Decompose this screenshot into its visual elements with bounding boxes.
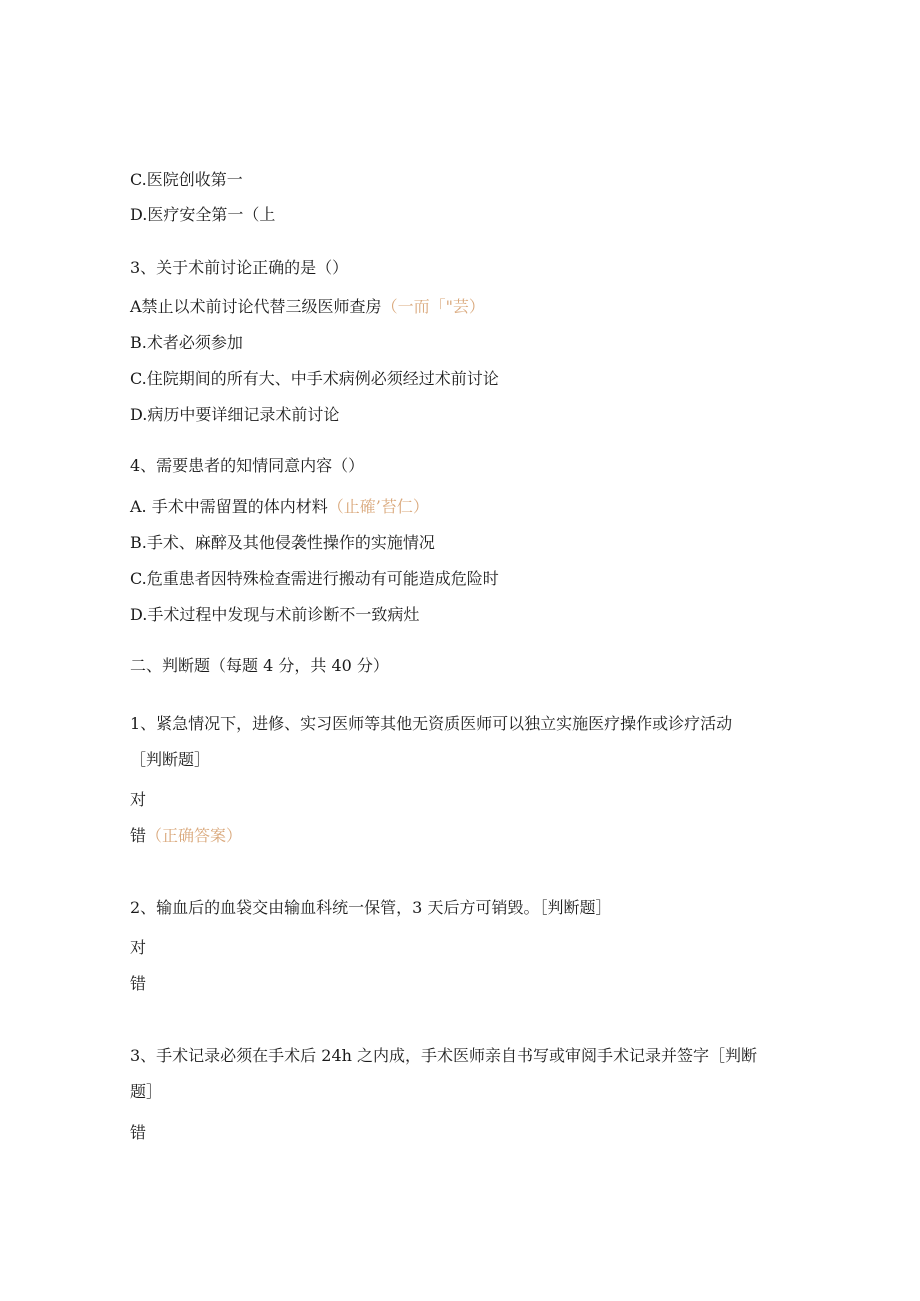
tf1-option-false-text: 错 xyxy=(130,826,147,845)
tf1-stem-line1: 1、紧急情况下，进修、实习医师等其他无资质医师可以独立实施医疗操作或诊疗活动 xyxy=(130,714,733,733)
q3-option-d: D.病历中要详细记录术前讨论 xyxy=(130,405,340,424)
tf2-stem: 2、输血后的血袋交由输血科统一保管，3 天后方可销毁。［判断题］ xyxy=(130,898,612,917)
tf2-option-false: 错 xyxy=(130,974,147,993)
tf1-stem-line2: ［判断题］ xyxy=(130,750,211,769)
q4-stem: 4、需要患者的知情同意内容（） xyxy=(130,456,365,475)
q3-stem: 3、关于术前讨论正确的是（） xyxy=(130,258,349,277)
tf1-answer-mark: （正确答案） xyxy=(146,826,243,845)
tf3-option-false: 错 xyxy=(130,1123,147,1142)
q3-option-a-answer-mark: （一而「"芸） xyxy=(381,297,485,316)
q2-option-d: D.医疗安全第一（上 xyxy=(130,205,276,224)
tf2-option-true: 对 xyxy=(130,938,147,957)
q4-option-a xyxy=(130,497,429,517)
q3-option-a-text: A禁止以术前讨论代替三级医师查房 xyxy=(130,297,382,316)
tf3-stem-line1: 3、手术记录必须在手术后 24h 之内成，手术医师亲自书写或审阅手术记录并签字［判断 xyxy=(130,1046,758,1065)
tf1-option-true: 对 xyxy=(130,790,147,809)
q4-option-a-answer-mark: （止確’苔仁） xyxy=(327,497,429,516)
q3-option-a xyxy=(130,297,485,317)
q3-option-c: C.住院期间的所有大、中手术病例必须经过术前讨论 xyxy=(130,369,499,388)
section-heading: 二、判断题（每题 4 分，共 40 分） xyxy=(130,656,389,675)
q2-option-c: C.医院创收第一 xyxy=(130,170,243,189)
q4-option-b: B.手术、麻醉及其他侵袭性操作的实施情况 xyxy=(130,533,435,552)
q4-option-d: D.手术过程中发现与术前诊断不一致病灶 xyxy=(130,605,420,624)
q4-option-c: C.危重患者因特殊检查需进行搬动有可能造成危险时 xyxy=(130,569,499,588)
q3-option-b: B.术者必须参加 xyxy=(130,333,243,352)
tf1-option-false xyxy=(130,826,242,846)
tf3-stem-line2: 题］ xyxy=(130,1082,163,1101)
q4-option-a-text: A. 手术中需留置的体内材料 xyxy=(130,497,328,516)
